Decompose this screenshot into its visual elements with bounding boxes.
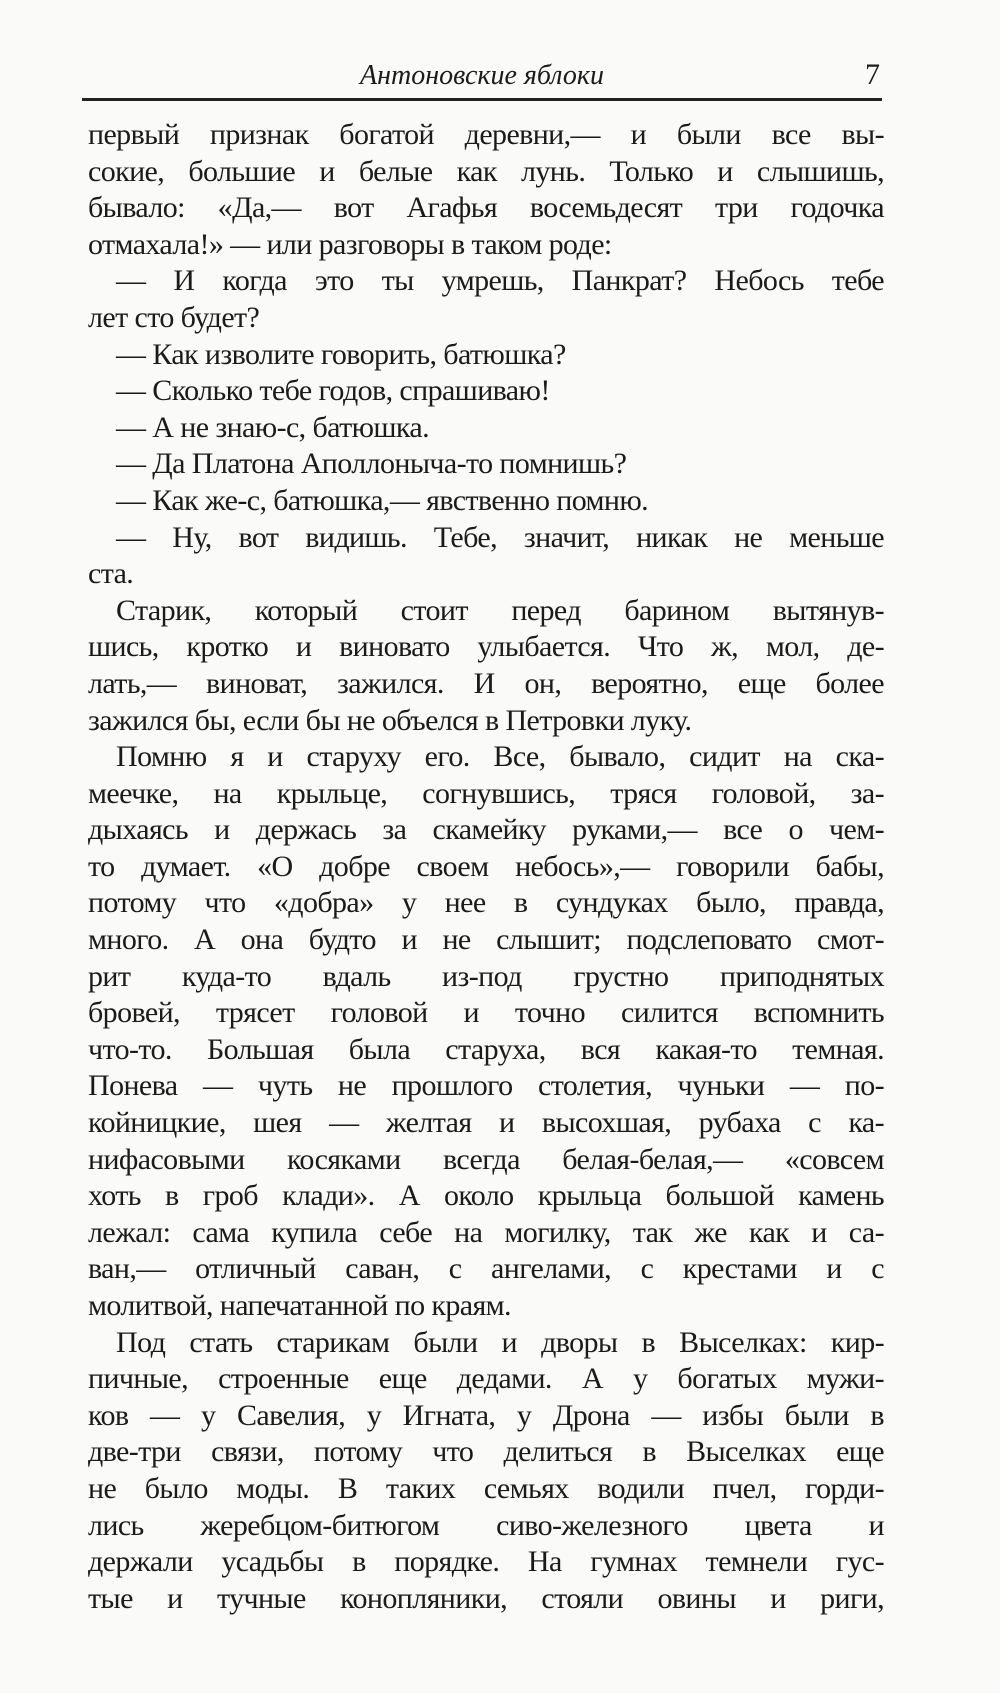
- text-line: лать,— виноват, зажился. И он, вероятно, еще более: [88, 666, 884, 700]
- text-line: молитвой, напечатанной по краям.: [88, 1289, 511, 1322]
- text-line: лежал: сама купила себе на могилку, так же как и са-: [88, 1215, 884, 1249]
- text-line: Старик, который стоит перед барином вытянув-: [116, 593, 884, 627]
- text-line: не было моды. В таких семьях водили пчел, горди-: [88, 1471, 884, 1505]
- text-line: что-то. Большая была старуха, вся какая-то темная.: [88, 1032, 884, 1066]
- text-line: ста.: [88, 557, 134, 591]
- text-line: — И когда это ты умрешь, Панкрат? Небось тебе: [116, 264, 884, 298]
- text-line: рит куда-то вдаль из-под грустно приподнятых: [88, 959, 884, 993]
- text-line: ков — у Савелия, у Игната, у Дрона — избы были в: [88, 1398, 884, 1432]
- text-line: тые и тучные конопляники, стояли овины и риги,: [88, 1581, 884, 1615]
- text-line: первый признак богатой деревни,— и были все вы-: [88, 118, 884, 151]
- text-line: койницкие, шея — желтая и высохшая, рубаха с ка-: [88, 1106, 884, 1140]
- text-line: лись жеребцом-битюгом сиво-железного цвета и: [88, 1508, 884, 1542]
- text-line: шись, кротко и виновато улыбается. Что ж, мол, де-: [88, 630, 884, 664]
- text-line: — А не знаю-с, батюшка.: [116, 410, 430, 444]
- text-line: две-три связи, потому что делиться в Выселках еще: [88, 1435, 884, 1469]
- page-number: 7: [865, 58, 880, 91]
- text-line: потому что «добра» у нее в сундуках было, правда,: [88, 886, 884, 920]
- text-line: бровей, трясет головой и точно силится вспомнить: [88, 996, 884, 1030]
- text-line: — Сколько тебе годов, спрашиваю!: [116, 374, 550, 408]
- text-line: меечке, на крыльце, согнувшись, тряся головой, за-: [88, 776, 884, 810]
- text-line: лет сто будет?: [88, 300, 260, 334]
- text-line: ван,— отличный саван, с ангелами, с крестами и с: [88, 1252, 884, 1286]
- running-header: [82, 58, 882, 101]
- text-line: отмахала!» — или разговоры в таком роде:: [88, 227, 612, 261]
- text-line: Понева — чуть не прошлого столетия, чуньки — по-: [88, 1069, 884, 1103]
- text-line: хоть в гроб клади». А около крыльца большой камень: [88, 1179, 884, 1213]
- text-line: зажился бы, если бы не объелся в Петровки луку.: [88, 703, 692, 737]
- text-line: пичные, строенные еще дедами. А у богатых мужи-: [88, 1362, 884, 1396]
- text-line: — Ну, вот видишь. Тебе, значит, никак не меньше: [116, 520, 884, 554]
- text-line: сокие, большие и белые как лунь. Только и слышишь,: [88, 154, 884, 188]
- text-line: нифасовыми косяками всегда белая-белая,— «совсем: [88, 1142, 884, 1176]
- page-body-text: [88, 117, 884, 1617]
- text-line: Помню я и старуху его. Все, бывало, сидит на ска-: [116, 740, 884, 774]
- text-line: — Как же-с, батюшка,— явственно помню.: [116, 483, 649, 517]
- text-line: Под стать старикам были и дворы в Выселках: кир-: [116, 1325, 884, 1359]
- text-line: много. А она будто и не слышит; подслеповато смот-: [88, 923, 884, 957]
- text-line: то думает. «О добре своем небось»,— говорили бабы,: [88, 849, 884, 883]
- text-line: — Да Платона Аполлоныча-то помнишь?: [116, 447, 627, 481]
- running-title: Антоновские яблоки: [360, 60, 604, 91]
- text-line: дыхаясь и держась за скамейку руками,— все о чем-: [88, 813, 884, 847]
- text-line: — Как изволите говорить, батюшка?: [116, 337, 566, 371]
- text-line: держали усадьбы в порядке. На гумнах темнели гус-: [88, 1545, 884, 1579]
- text-line: бывало: «Да,— вот Агафья восемьдесят три годочка: [88, 191, 884, 225]
